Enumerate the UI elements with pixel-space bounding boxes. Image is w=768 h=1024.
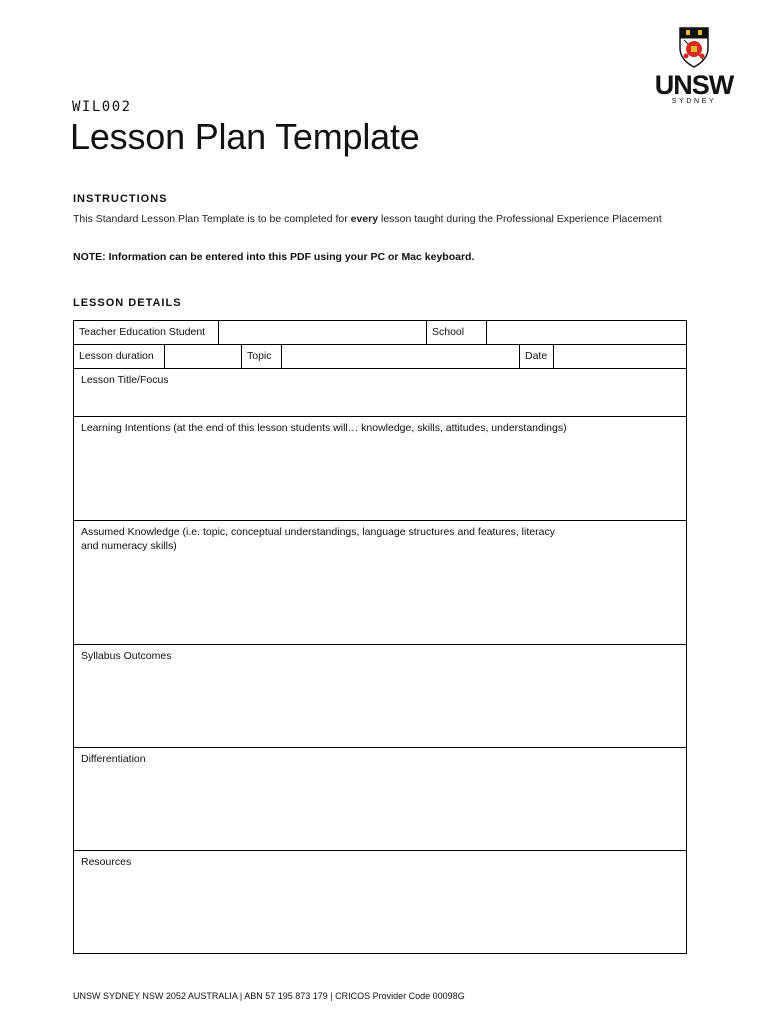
topic-field[interactable] <box>282 345 520 368</box>
crest-icon <box>678 26 710 68</box>
lesson-details-form <box>73 320 687 954</box>
form-row-duration-topic-date <box>74 345 686 369</box>
unsw-logo <box>652 26 736 106</box>
differentiation-label: Differentiation <box>81 753 146 765</box>
lesson-title-label: Lesson Title/Focus <box>81 374 169 386</box>
lesson-duration-label-cell <box>74 345 165 368</box>
page-title: Lesson Plan Template <box>70 116 420 157</box>
instructions-heading: INSTRUCTIONS <box>73 193 168 205</box>
topic-label-cell <box>242 345 282 368</box>
logo-wordmark: UNSW <box>654 70 734 100</box>
syllabus-outcomes-label: Syllabus Outcomes <box>81 650 172 662</box>
resources-field[interactable] <box>74 851 686 953</box>
school-label-cell <box>427 321 487 344</box>
logo-subtext: SYDNEY <box>671 98 717 105</box>
differentiation-field[interactable] <box>74 748 686 851</box>
date-field[interactable] <box>554 345 686 368</box>
date-label-cell <box>520 345 554 368</box>
form-row-student-school <box>74 321 686 345</box>
school-label: School <box>432 326 465 338</box>
learning-intentions-label: Learning Intentions (at the end of this lesson students will… knowledge, skills, attitudes, understandings) <box>81 422 567 434</box>
instructions-text-end: lesson taught during the Professional Experience Placement <box>378 213 662 225</box>
instructions-text <box>73 213 673 227</box>
assumed-knowledge-label: Assumed Knowledge (i.e. topic, conceptual understandings, language structures and features, literacy and numeracy skills) <box>81 526 555 552</box>
footer-text: UNSW SYDNEY NSW 2052 AUSTRALIA | ABN 57 195 873 179 | CRICOS Provider Code 00098G <box>73 991 465 1001</box>
lesson-title-field[interactable] <box>74 369 686 417</box>
resources-label: Resources <box>81 856 132 868</box>
teacher-education-student-label-cell <box>74 321 219 344</box>
syllabus-outcomes-field[interactable] <box>74 645 686 748</box>
assumed-knowledge-field[interactable] <box>74 521 686 645</box>
learning-intentions-field[interactable] <box>74 417 686 521</box>
date-label: Date <box>525 350 548 362</box>
lesson-duration-field[interactable] <box>165 345 242 368</box>
topic-label: Topic <box>247 350 272 362</box>
teacher-education-student-label: Teacher Education Student <box>79 326 206 338</box>
teacher-education-student-field[interactable] <box>219 321 427 344</box>
lesson-details-heading: LESSON DETAILS <box>73 297 182 309</box>
school-field[interactable] <box>487 321 686 344</box>
note-text: NOTE: Information can be entered into this PDF using your PC or Mac keyboard. <box>73 251 475 263</box>
instructions-text-start: This Standard Lesson Plan Template is to be completed for <box>73 213 351 225</box>
instructions-text-emphasis: every <box>350 213 379 225</box>
lesson-duration-label: Lesson duration <box>79 350 154 362</box>
document-code: WIL002 <box>72 99 132 115</box>
